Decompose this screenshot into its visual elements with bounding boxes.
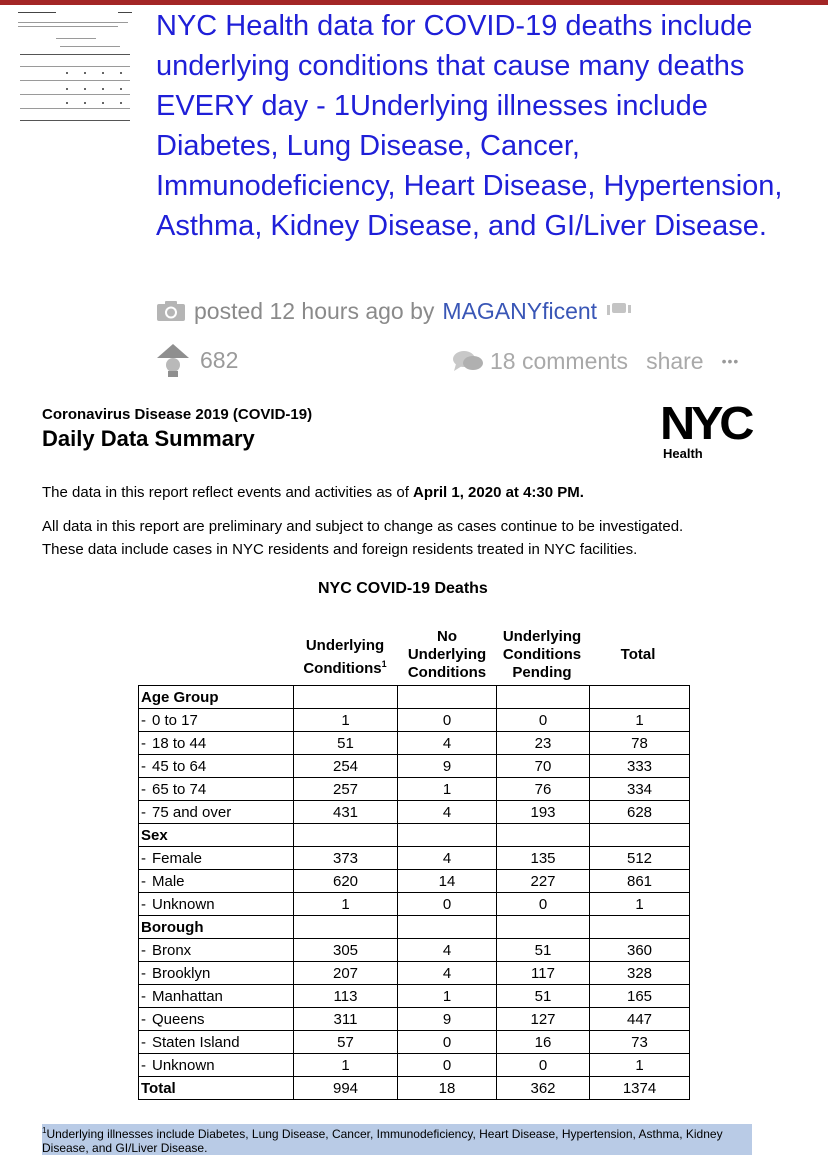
value-cell: 305 — [294, 939, 398, 962]
thumb-dot — [66, 72, 68, 74]
nyc-health-logo — [660, 397, 786, 462]
value-cell: 1 — [294, 893, 398, 916]
footnote-marker: 1 — [381, 659, 387, 669]
table-row — [139, 870, 690, 893]
thumb-line — [18, 26, 118, 27]
table-row — [139, 778, 690, 801]
row-label: 75 and over — [152, 803, 232, 821]
value-cell: 257 — [294, 778, 398, 801]
column-header-line: Conditions — [407, 664, 487, 681]
value-cell: 16 — [497, 1031, 590, 1054]
thumb-line — [20, 120, 130, 121]
empty-cell — [398, 824, 497, 847]
table-title: NYC COVID-19 Deaths — [318, 580, 488, 597]
posted-time: posted 12 hours ago by — [194, 297, 435, 324]
row-label: Staten Island — [152, 1033, 240, 1051]
section-row — [139, 824, 690, 847]
value-cell: 333 — [590, 755, 690, 778]
indent-dash: - — [141, 757, 146, 775]
upvote-icon[interactable] — [156, 342, 190, 378]
comments-icon[interactable] — [452, 350, 484, 372]
total-value-cell: 1374 — [590, 1077, 690, 1100]
deaths-table-body — [139, 686, 690, 1100]
top-accent-bar — [0, 0, 828, 5]
value-cell: 57 — [294, 1031, 398, 1054]
thumb-line — [60, 46, 120, 47]
total-label: Total — [139, 1077, 294, 1100]
table-row — [139, 985, 690, 1008]
empty-cell — [590, 916, 690, 939]
thumb-dot — [102, 88, 104, 90]
total-value-cell: 18 — [398, 1077, 497, 1100]
value-cell: 334 — [590, 778, 690, 801]
as-of-statement — [42, 484, 584, 501]
value-cell: 78 — [590, 732, 690, 755]
thumb-line — [18, 12, 56, 13]
value-cell: 4 — [398, 732, 497, 755]
more-options-icon[interactable]: ••• — [721, 353, 740, 369]
footnote — [42, 1124, 752, 1155]
value-cell: 431 — [294, 801, 398, 824]
value-cell: 165 — [590, 985, 690, 1008]
value-cell: 73 — [590, 1031, 690, 1054]
footnote-marker: 1 — [42, 1126, 47, 1135]
logo-subtext: Health — [663, 446, 703, 461]
thumb-line — [20, 108, 130, 109]
table-row — [139, 1008, 690, 1031]
table-row — [139, 939, 690, 962]
row-label-cell — [139, 709, 294, 732]
post-title[interactable]: NYC Health data for COVID-19 deaths include underlying conditions that cause many deaths EVERY day - 1Underlying illnesses include Diabetes, Lung Disease, Cancer, Immunodeficiency, Heart Disease, Hypertension, Asthma, Kidney Disease, and GI/Liver Disease. — [156, 10, 783, 242]
empty-cell — [590, 686, 690, 709]
value-cell: 4 — [398, 962, 497, 985]
row-label-cell — [139, 1031, 294, 1054]
row-label-cell — [139, 847, 294, 870]
table-row — [139, 962, 690, 985]
indent-dash: - — [141, 780, 146, 798]
indent-dash: - — [141, 964, 146, 982]
post-meta — [156, 296, 635, 326]
disclaimer — [42, 515, 802, 561]
share-link[interactable]: share — [646, 347, 704, 374]
value-cell: 1 — [294, 709, 398, 732]
value-cell: 1 — [294, 1054, 398, 1077]
value-cell: 628 — [590, 801, 690, 824]
thumb-dot — [84, 102, 86, 104]
row-label-cell — [139, 870, 294, 893]
deaths-table — [138, 685, 690, 1100]
thumb-line — [20, 66, 130, 67]
thumb-line — [20, 80, 130, 81]
indent-dash: - — [141, 941, 146, 959]
value-cell: 14 — [398, 870, 497, 893]
column-header — [296, 637, 394, 678]
thumb-dot — [120, 72, 122, 74]
column-header — [494, 628, 590, 682]
as-of-prefix: The data in this report reflect events and activities as of — [42, 484, 414, 501]
column-header-line: No — [437, 628, 457, 645]
section-row — [139, 686, 690, 709]
comments-link[interactable]: 18 comments — [490, 347, 629, 374]
footnote-text: Underlying illnesses include Diabetes, Lung Disease, Cancer, Immunodeficiency, Heart Disease, Hypertension, Asthma, Kidney Disease, and GI/Liver Disease. — [42, 1127, 723, 1155]
column-header-line: Underlying — [407, 646, 487, 663]
table-row — [139, 801, 690, 824]
value-cell: 0 — [398, 1031, 497, 1054]
thumb-dot — [84, 88, 86, 90]
indent-dash: - — [141, 849, 146, 867]
thumb-line — [20, 94, 130, 95]
value-cell: 1 — [398, 778, 497, 801]
value-cell: 4 — [398, 801, 497, 824]
thumb-dot — [66, 88, 68, 90]
value-cell: 135 — [497, 847, 590, 870]
section-row — [139, 916, 690, 939]
value-cell: 0 — [497, 1054, 590, 1077]
value-cell: 51 — [497, 939, 590, 962]
thumb-line — [118, 12, 132, 13]
column-header-line: Pending — [512, 664, 572, 681]
value-cell: 254 — [294, 755, 398, 778]
value-cell: 1 — [398, 985, 497, 1008]
row-label: Bronx — [152, 941, 192, 959]
row-label: Manhattan — [152, 987, 223, 1005]
value-cell: 0 — [398, 1054, 497, 1077]
row-label-cell — [139, 893, 294, 916]
row-label: Queens — [152, 1010, 205, 1028]
as-of-date: April 1, 2020 at 4:30 PM. — [413, 484, 584, 501]
table-row — [139, 847, 690, 870]
row-label-cell — [139, 939, 294, 962]
row-label: 0 to 17 — [152, 711, 198, 729]
value-cell: 227 — [497, 870, 590, 893]
value-cell: 1 — [590, 1054, 690, 1077]
post-thumbnail[interactable] — [16, 8, 134, 128]
report-title: Daily Data Summary — [42, 426, 255, 451]
row-label: Unknown — [152, 1056, 215, 1074]
section-label: Borough — [139, 916, 294, 939]
total-row — [139, 1077, 690, 1100]
column-header-line: Underlying — [305, 637, 385, 654]
thumb-dot — [102, 72, 104, 74]
total-value-cell: 362 — [497, 1077, 590, 1100]
disclaimer-line: These data include cases in NYC residents and foreign residents treated in NYC facilities. — [42, 541, 638, 558]
row-label-cell — [139, 1008, 294, 1031]
column-header-line: Conditions — [303, 660, 382, 677]
value-cell: 4 — [398, 939, 497, 962]
value-cell: 311 — [294, 1008, 398, 1031]
row-label-cell — [139, 755, 294, 778]
value-cell: 207 — [294, 962, 398, 985]
section-label: Sex — [139, 824, 294, 847]
value-cell: 328 — [590, 962, 690, 985]
value-cell: 117 — [497, 962, 590, 985]
thumb-line — [56, 38, 96, 39]
value-cell: 1 — [590, 709, 690, 732]
value-cell: 0 — [398, 709, 497, 732]
indent-dash: - — [141, 711, 146, 729]
value-cell: 9 — [398, 755, 497, 778]
value-cell: 0 — [398, 893, 497, 916]
row-label-cell — [139, 962, 294, 985]
empty-cell — [294, 686, 398, 709]
section-label: Age Group — [139, 686, 294, 709]
value-cell: 1 — [590, 893, 690, 916]
value-cell: 127 — [497, 1008, 590, 1031]
value-cell: 4 — [398, 847, 497, 870]
disclaimer-line: All data in this report are preliminary and subject to change as cases continue to be investigated. — [42, 518, 684, 535]
indent-dash: - — [141, 1033, 146, 1051]
column-header-line: Underlying — [502, 628, 582, 645]
thumb-dot — [66, 102, 68, 104]
row-label-cell — [139, 1054, 294, 1077]
row-label: Brooklyn — [152, 964, 211, 982]
value-cell: 23 — [497, 732, 590, 755]
row-label-cell — [139, 778, 294, 801]
vote-score: 682 — [200, 346, 239, 373]
value-cell: 620 — [294, 870, 398, 893]
table-row — [139, 893, 690, 916]
value-cell: 193 — [497, 801, 590, 824]
column-header — [590, 646, 686, 664]
row-label-cell — [139, 985, 294, 1008]
value-cell: 360 — [590, 939, 690, 962]
row-label-cell — [139, 801, 294, 824]
empty-cell — [398, 916, 497, 939]
value-cell: 861 — [590, 870, 690, 893]
thumb-line — [20, 54, 130, 55]
row-label: Female — [152, 849, 203, 867]
row-label: Unknown — [152, 895, 215, 913]
value-cell: 0 — [497, 709, 590, 732]
indent-dash: - — [141, 1056, 146, 1074]
row-label-cell — [139, 732, 294, 755]
value-cell: 9 — [398, 1008, 497, 1031]
report-subtitle: Coronavirus Disease 2019 (COVID-19) — [42, 406, 313, 423]
indent-dash: - — [141, 1010, 146, 1028]
empty-cell — [294, 916, 398, 939]
column-header-line: Total — [620, 646, 656, 663]
vote-area — [156, 340, 238, 380]
indent-dash: - — [141, 872, 146, 890]
row-label: 45 to 64 — [152, 757, 207, 775]
thumb-dot — [120, 88, 122, 90]
value-cell: 70 — [497, 755, 590, 778]
value-cell: 447 — [590, 1008, 690, 1031]
table-row — [139, 1054, 690, 1077]
thumb-dot — [120, 102, 122, 104]
flair-icon — [607, 301, 635, 322]
value-cell: 76 — [497, 778, 590, 801]
value-cell: 51 — [294, 732, 398, 755]
row-label: 65 to 74 — [152, 780, 207, 798]
empty-cell — [590, 824, 690, 847]
table-row — [139, 709, 690, 732]
empty-cell — [294, 824, 398, 847]
value-cell: 373 — [294, 847, 398, 870]
thumb-dot — [102, 102, 104, 104]
total-value-cell: 994 — [294, 1077, 398, 1100]
logo-wordmark: NYC — [660, 397, 751, 449]
camera-icon — [156, 300, 186, 322]
empty-cell — [497, 916, 590, 939]
value-cell: 0 — [497, 893, 590, 916]
empty-cell — [497, 824, 590, 847]
value-cell: 51 — [497, 985, 590, 1008]
post-actions — [452, 344, 739, 378]
indent-dash: - — [141, 803, 146, 821]
indent-dash: - — [141, 895, 146, 913]
table-row — [139, 755, 690, 778]
row-label: Male — [152, 872, 185, 890]
indent-dash: - — [141, 987, 146, 1005]
row-label: 18 to 44 — [152, 734, 207, 752]
table-row — [139, 732, 690, 755]
thumb-dot — [84, 72, 86, 74]
column-header — [398, 628, 496, 682]
thumb-line — [18, 22, 128, 23]
empty-cell — [497, 686, 590, 709]
author-link[interactable]: MAGANYficent — [442, 297, 598, 324]
indent-dash: - — [141, 734, 146, 752]
value-cell: 113 — [294, 985, 398, 1008]
value-cell: 512 — [590, 847, 690, 870]
table-row — [139, 1031, 690, 1054]
column-header-line: Conditions — [502, 646, 582, 663]
empty-cell — [398, 686, 497, 709]
